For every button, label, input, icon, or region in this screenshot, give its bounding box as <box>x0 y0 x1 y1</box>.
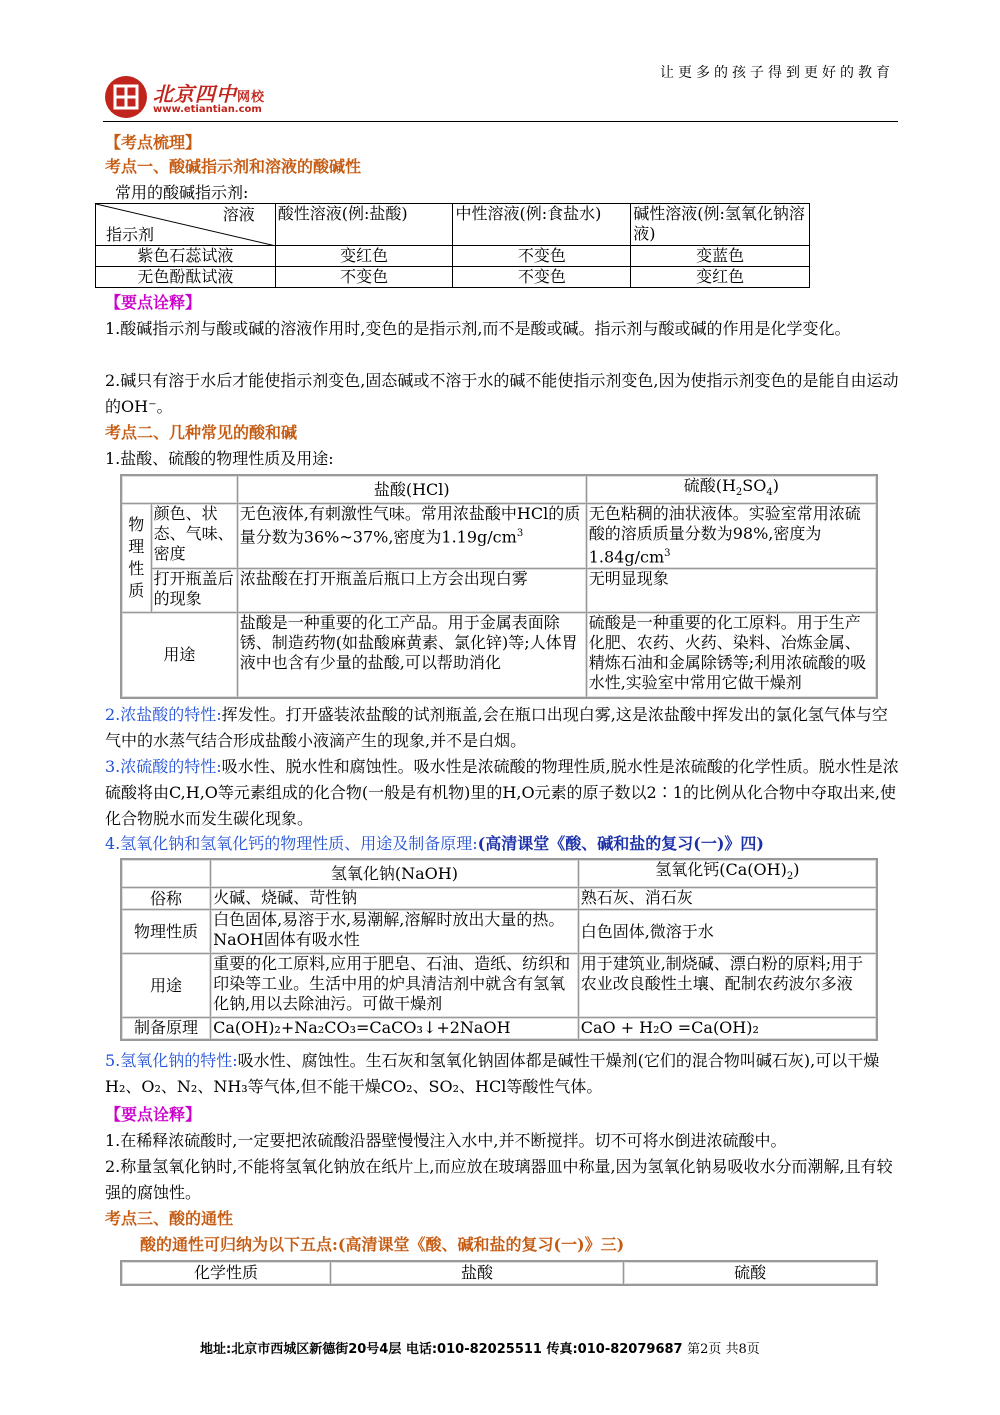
naoh-header: 氢氧化钠(NaOH) <box>211 859 579 888</box>
row2-h2so4: 无明显现象 <box>586 568 877 612</box>
use-caoh: 用于建筑业,制烧碱、漂白粉的原料;用于农业改良酸性土壤、配制农药波尔多液 <box>578 954 877 1018</box>
corner-cell: 溶液 指示剂 <box>96 204 276 246</box>
slogan: 让更多的孩子得到更好的教育 <box>660 65 894 81</box>
acid-properties-table <box>120 474 878 699</box>
notes-title-1: 【要点诠释】 <box>105 293 202 312</box>
note-3: 1.在稀释浓硫酸时,一定要把浓硫酸沿器壁慢慢注入水中,并不断搅拌。切不可将水倒进浓硫酸中。 <box>105 1131 787 1150</box>
section2-title: 考点二、几种常见的酸和碱 <box>105 423 298 442</box>
note-2: 2.碱只有溶于水后才能使指示剂变色,固态碱或不溶于水的碱不能使指示剂变色,因为使指示剂变色的是能自由运动的OH⁻。 <box>105 371 899 416</box>
section2-item4: 4.氢氧化钠和氢氧化钙的物理性质、用途及制备原理:(高清课堂《酸、碱和盐的复习(一)》四) <box>105 834 764 853</box>
use-h2so4: 硫酸是一种重要的化工原料。用于生产化肥、农药、火药、染料、冶炼金属、精炼石油和金属除锈等;利用浓硫酸的吸水性,实验室中常用它做干燥剂 <box>586 612 877 698</box>
common-naoh: 火碱、烧碱、苛性钠 <box>211 888 579 910</box>
header-property: 化学性质 <box>121 1261 330 1285</box>
section1-title: 考点一、酸碱指示剂和溶液的酸碱性 <box>105 157 362 176</box>
table-row <box>96 267 810 288</box>
prep-label: 制备原理 <box>121 1018 211 1040</box>
use-hcl: 盐酸是一种重要的化工产品。用于金属表面除锈、制造药物(如盐酸麻黄素、氯化锌)等;人体胃液中也含有少量的盐酸,可以帮助消化 <box>237 612 586 698</box>
logo <box>105 76 305 120</box>
acid-general-table <box>120 1260 878 1286</box>
use-label: 用途 <box>121 612 237 698</box>
phys-label-2: 物理性质 <box>121 910 211 954</box>
review-title: 【考点梳理】 <box>105 133 202 152</box>
header-neutral: 中性溶液(例:食盐水) <box>453 204 631 246</box>
logo-url: www.etiantian.com <box>153 104 262 115</box>
note-1: 1.酸碱指示剂与酸或碱的溶液作用时,变色的是指示剂,而不是酸或碱。指示剂与酸或碱的作用是化学变化。 <box>105 319 851 338</box>
notes-title-2: 【要点诠释】 <box>105 1105 202 1124</box>
prep-naoh: Ca(OH)₂+Na₂CO₃=CaCO₃↓+2NaOH <box>211 1018 579 1040</box>
section2-item2: 2.浓盐酸的特性:挥发性。打开盛装浓盐酸的试剂瓶盖,会在瓶口出现白雾,这是浓盐酸中挥发出的氯化氢气体与空气中的水蒸气结合形成盐酸小液滴产生的现象,并不是白烟。 <box>105 705 888 750</box>
logo-emblem-icon <box>105 76 147 118</box>
footer-page: 第2页 共8页 <box>687 1342 760 1357</box>
cell: 不变色 <box>453 246 631 267</box>
indicator-name: 紫色石蕊试液 <box>96 246 276 267</box>
row1-label: 颜色、状态、气味、密度 <box>151 504 237 568</box>
h2so4-header: 硫酸$(H_2SO_4)$ <box>586 475 877 504</box>
base-properties-table <box>120 858 878 1041</box>
cell: 变蓝色 <box>631 246 810 267</box>
indicator-name: 无色酚酞试液 <box>96 267 276 288</box>
section3-subtitle: 酸的通性可归纳为以下五点:(高清课堂《酸、碱和盐的复习(一)》三) <box>140 1235 625 1254</box>
table-row <box>96 246 810 267</box>
header-hcl: 盐酸 <box>330 1261 623 1285</box>
row2-hcl: 浓盐酸在打开瓶盖后瓶口上方会出现白雾 <box>237 568 586 612</box>
use-naoh: 重要的化工原料,应用于肥皂、石油、造纸、纺织和印染等工业。生活中用的炉具清洁剂中就含有氢氧化钠,用以去除油污。可做干燥剂 <box>211 954 579 1018</box>
header-h2so4: 硫酸 <box>624 1261 877 1285</box>
use-label-2: 用途 <box>121 954 211 1018</box>
cell: 不变色 <box>453 267 631 288</box>
logo-name: 北京四中网校 <box>153 82 266 106</box>
caoh-header: 氢氧化钙$(Ca(OH)_2)$ <box>578 859 877 888</box>
cell: 不变色 <box>275 267 453 288</box>
header-base: 碱性溶液(例:氢氧化钠溶液) <box>631 204 810 246</box>
section3-title: 考点三、酸的通性 <box>105 1209 234 1228</box>
section2-item5: 5.氢氧化钠的特性:吸水性、腐蚀性。生石灰和氢氧化钠固体都是碱性干燥剂(它们的混合物叫碱石灰),可以干燥H₂、O₂、N₂、NH₃等气体,但不能干燥CO₂、SO₂、HCl等酸性气体。 <box>105 1051 880 1096</box>
indicator-table <box>95 203 810 288</box>
header-acid: 酸性溶液(例:盐酸) <box>275 204 453 246</box>
note-4: 2.称量氢氧化钠时,不能将氢氧化钠放在纸片上,而应放在玻璃器皿中称量,因为氢氧化钠易吸收水分而潮解,且有较强的腐蚀性。 <box>105 1157 893 1202</box>
row1-hcl: 无色液体,有刺激性气味。常用浓盐酸中HCl的质量分数为36%~37%,密度为$1.19g/cm^3$ <box>237 504 586 568</box>
footer <box>200 1338 760 1357</box>
phys-caoh: 白色固体,微溶于水 <box>578 910 877 954</box>
hcl-header: 盐酸(HCl) <box>237 475 586 504</box>
row2-label: 打开瓶盖后的现象 <box>151 568 237 612</box>
section2-item1: 1.盐酸、硫酸的物理性质及用途: <box>105 449 334 468</box>
phys-naoh: 白色固体,易溶于水,易潮解,溶解时放出大量的热。NaOH固体有吸水性 <box>211 910 579 954</box>
section2-item3: 3.浓硫酸的特性:吸水性、脱水性和腐蚀性。吸水性是浓硫酸的物理性质,脱水性是浓硫酸的化学性质。脱水性是浓硫酸将由C,H,O等元素组成的化合物(一般是有机物)里的H,O元素的原子数以2∶1的比例从化合物中夺取出来,使化合物脱水而发生碳化现象。 <box>105 757 899 828</box>
section1-intro: 常用的酸碱指示剂: <box>115 183 249 202</box>
prep-caoh: CaO + H₂O =Ca(OH)₂ <box>578 1018 877 1040</box>
header-divider <box>103 121 898 122</box>
footer-address: 地址:北京市西城区新德街20号4层 电话:010-82025511 传真:010-82079687 <box>200 1342 683 1357</box>
row1-h2so4: 无色粘稠的油状液体。实验室常用浓硫酸的溶质质量分数为98%,密度为$1.84g/cm^3$ <box>586 504 877 568</box>
cell: 变红色 <box>275 246 453 267</box>
common-label: 俗称 <box>121 888 211 910</box>
phys-label: 物理性质 <box>121 504 151 612</box>
cell: 变红色 <box>631 267 810 288</box>
common-caoh: 熟石灰、消石灰 <box>578 888 877 910</box>
